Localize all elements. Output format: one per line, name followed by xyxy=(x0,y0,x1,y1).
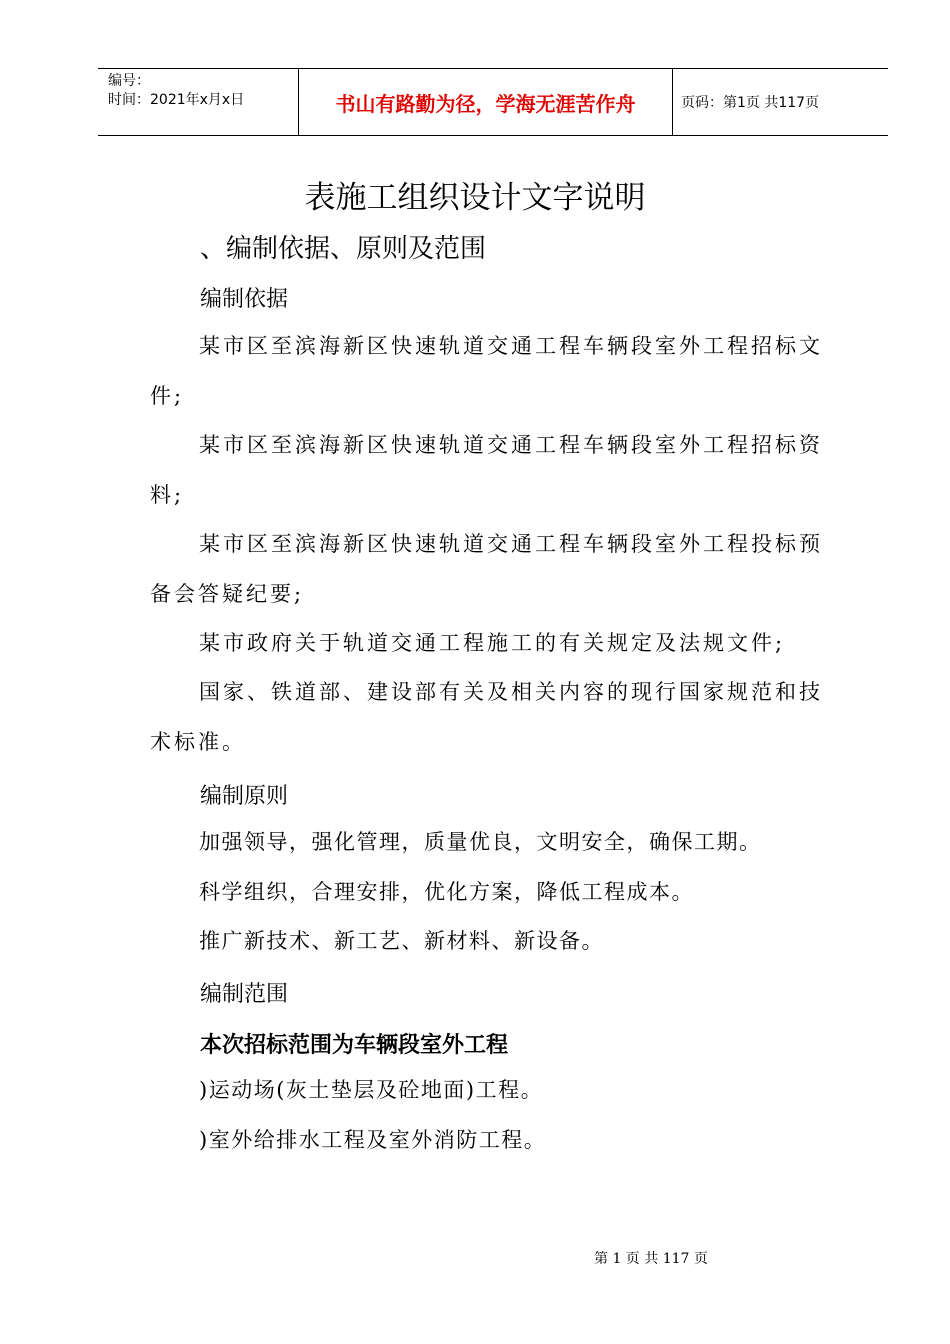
time-label: 时间：2021年x月x日 xyxy=(108,92,245,108)
scope-heading: 编制范围 xyxy=(200,982,289,1007)
principles-item-2: 科学组织，合理安排，优化方案，降低工程成本。 xyxy=(199,880,694,904)
basis-item-4: 某市政府关于轨道交通工程施工的有关规定及法规文件; xyxy=(199,631,786,655)
basis-item-1: 某市区至滨海新区快速轨道交通工程车辆段室外工程招标文件; xyxy=(150,334,823,408)
serial-label: 编号： xyxy=(108,73,150,89)
basis-heading: 编制依据 xyxy=(200,287,289,312)
principles-heading: 编制原则 xyxy=(200,784,289,809)
basis-item-5: 国家、铁道部、建设部有关及相关内容的现行国家规范和技术标准。 xyxy=(150,680,823,754)
principles-item-1: 加强领导，强化管理，质量优良，文明安全，确保工期。 xyxy=(199,830,762,854)
scope-subheading: 本次招标范围为车辆段室外工程 xyxy=(200,1033,509,1058)
footer-page-number: 第 1 页 共 117 页 xyxy=(594,1251,708,1267)
basis-item-2: 某市区至滨海新区快速轨道交通工程车辆段室外工程招标资料; xyxy=(150,433,823,507)
header-meta xyxy=(98,69,299,135)
scope-item-2: )室外给排水工程及室外消防工程。 xyxy=(199,1128,547,1152)
header-page-info: 页码：第1页 共117页 xyxy=(681,95,820,111)
section-heading: 、编制依据、原则及范围 xyxy=(200,234,487,264)
basis-item-3: 某市区至滨海新区快速轨道交通工程车辆段室外工程投标预备会答疑纪要; xyxy=(150,532,823,606)
page-header xyxy=(98,68,888,136)
document-title: 表施工组织设计文字说明 xyxy=(304,180,646,216)
principles-item-3: 推广新技术、新工艺、新材料、新设备。 xyxy=(199,929,604,953)
scope-item-1: )运动场(灰土垫层及砼地面)工程。 xyxy=(199,1078,544,1102)
header-motto: 书山有路勤为径，学海无涯苦作舟 xyxy=(299,69,673,135)
